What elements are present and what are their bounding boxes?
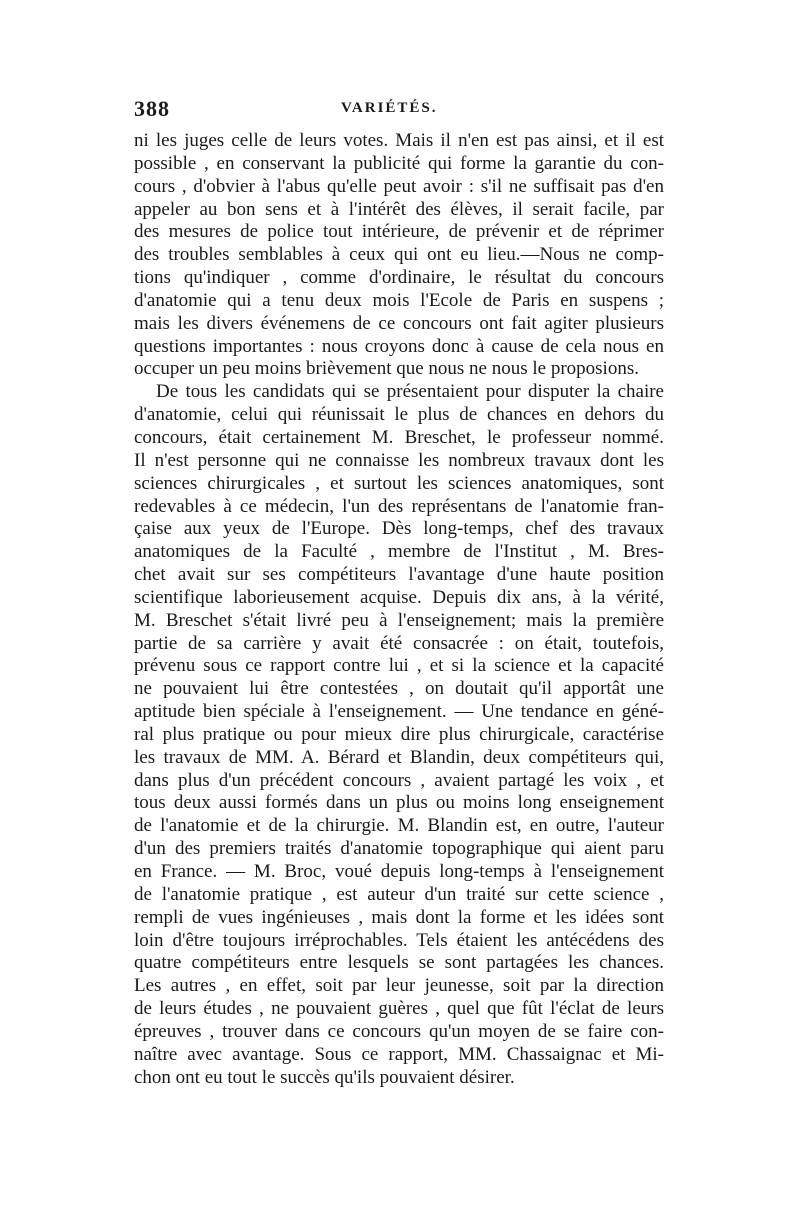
text-line: mais les divers événemens de ce concours ont fait agiter plusieurs bbox=[134, 312, 664, 334]
text-line: çaise aux yeux de l'Europe. Dès long-temps, chef des travaux bbox=[134, 518, 664, 540]
text-line: en France. — M. Broc, voué depuis long-temps à l'enseignement bbox=[134, 861, 664, 882]
text-line: les travaux de MM. A. Bérard et Blandin, deux compétiteurs qui, bbox=[134, 746, 664, 768]
text-line: ne pouvaient lui être contestées , on doutait qu'il apportât une bbox=[134, 678, 664, 700]
page-header bbox=[134, 96, 664, 126]
text-line: chon ont eu tout le succès qu'ils pouvaient désirer. bbox=[134, 1066, 515, 1088]
text-line: anatomiques de la Faculté , membre de l'Institut , M. Bres- bbox=[134, 541, 664, 563]
text-line: ni les juges celle de leurs votes. Mais il n'en est pas ainsi, et il est bbox=[134, 130, 664, 151]
body-text bbox=[134, 130, 664, 1089]
text-line: d'anatomie qui a tenu deux mois l'Ecole de Paris en suspens ; bbox=[134, 289, 664, 311]
text-line: d'anatomie, celui qui réunissait le plus de chances en dehors du bbox=[134, 404, 664, 426]
text-line: questions importantes : nous croyons donc à cause de cela nous en bbox=[134, 335, 664, 357]
page-number: 388 bbox=[134, 96, 170, 121]
text-line: tions qu'indiquer , comme d'ordinaire, le résultat du concours bbox=[134, 267, 664, 289]
text-line: de l'anatomie et de la chirurgie. M. Blandin est, en outre, l'auteur bbox=[134, 815, 664, 837]
text-line: de leurs études , ne pouvaient guères , quel que fût l'éclat de leurs bbox=[134, 998, 664, 1020]
text-line: tous deux aussi formés dans un plus ou moins long enseignement bbox=[134, 792, 664, 814]
text-line: loin d'être toujours irréprochables. Tels étaient les antécédens des bbox=[134, 929, 664, 951]
text-line: scientifique laborieusement acquise. Depuis dix ans, à la vérité, bbox=[134, 586, 664, 608]
text-line: de l'anatomie pratique , est auteur d'un traité sur cette science , bbox=[134, 883, 664, 905]
text-line: Les autres , en effet, soit par leur jeunesse, soit par la direction bbox=[134, 975, 664, 997]
text-line: possible , en conservant la publicité qui forme la garantie du con- bbox=[134, 152, 664, 174]
text-line: d'un des premiers traités d'anatomie topographique qui aient paru bbox=[134, 838, 664, 860]
text-line: partie de sa carrière y avait été consacrée : on était, toutefois, bbox=[134, 632, 664, 654]
text-line: des mesures de police tout intérieure, de prévenir et de réprimer bbox=[134, 221, 664, 243]
text-line: Il n'est personne qui ne connaisse les nombreux travaux dont les bbox=[134, 449, 664, 471]
text-line: occuper un peu moins brièvement que nous ne nous le proposions. bbox=[134, 358, 639, 380]
text-line: dans plus d'un précédent concours , avaient partagé les voix , et bbox=[134, 769, 664, 791]
text-line: redevables à ce médecin, l'un des représentans de l'anatomie fran- bbox=[134, 495, 664, 517]
text-line: aptitude bien spéciale à l'enseignement. — Une tendance en géné- bbox=[134, 701, 664, 723]
text-line: ral plus pratique ou pour mieux dire plus chirurgicale, caractérise bbox=[134, 723, 664, 745]
text-line: sciences chirurgicales , et surtout les sciences anatomiques, sont bbox=[134, 472, 664, 494]
text-line: De tous les candidats qui se présentaient pour disputer la chaire bbox=[156, 381, 664, 403]
text-line: rempli de vues ingénieuses , mais dont la forme et les idées sont bbox=[134, 906, 664, 928]
text-line: concours, était certainement M. Breschet, le professeur nommé. bbox=[134, 426, 664, 448]
text-line: M. Breschet s'était livré peu à l'enseignement; mais la première bbox=[134, 609, 664, 631]
text-line: prévenu sous ce rapport contre lui , et si la science et la capacité bbox=[134, 655, 664, 677]
text-line: des troubles semblables à ceux qui ont eu lieu.—Nous ne comp- bbox=[134, 244, 664, 266]
text-line: quatre compétiteurs entre lesquels se sont partagées les chances. bbox=[134, 952, 664, 974]
text-line: cours , d'obvier à l'abus qu'elle peut avoir : s'il ne suffisait pas d'en bbox=[134, 175, 664, 197]
text-line: épreuves , trouver dans ce concours qu'un moyen de se faire con- bbox=[134, 1020, 664, 1042]
running-head: VARIÉTÉS. bbox=[341, 100, 438, 116]
text-line: appeler au bon sens et à l'intérêt des élèves, il serait facile, par bbox=[134, 198, 664, 220]
text-line: chet avait sur ses compétiteurs l'avantage d'une haute position bbox=[134, 564, 664, 586]
text-line: naître avec avantage. Sous ce rapport, MM. Chassaignac et Mi- bbox=[134, 1043, 664, 1065]
